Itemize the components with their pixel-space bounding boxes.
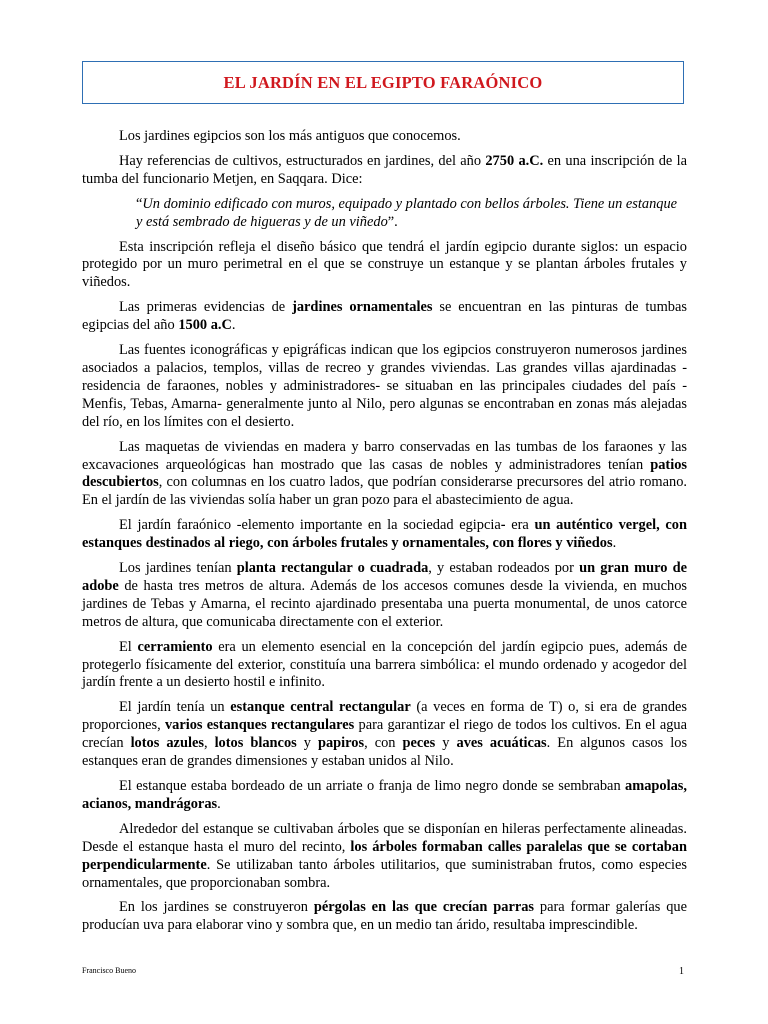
- paragraph-7: [82, 439, 687, 511]
- text-run: en una inscripción de la tumba del funcionario Metjen, en Saqqara. Dice:: [82, 152, 688, 187]
- paragraph-14: [82, 899, 687, 935]
- text-run: Esta inscripción refleja el diseño básico que tendrá el jardín egipcio durante siglos: un espacio protegido por un muro perimetral en el que se construye un estanque y se plantan árboles frutales y viñedos.: [82, 238, 687, 291]
- paragraph-8: [82, 517, 687, 553]
- bold-run: 1500 a.C: [178, 317, 232, 334]
- text-run: y: [435, 735, 457, 752]
- text-run: . Se utilizaban tanto árboles utilitarios, que suministraban frutos, como especies ornamentales, que proporcionaban sombra.: [82, 856, 687, 891]
- text-run: .: [612, 535, 617, 552]
- paragraph-2: [82, 153, 687, 189]
- text-run: . En algunos casos los estanques eran de grandes dimensiones y estaban unidos al Nilo.: [82, 735, 688, 770]
- text-run: se encuentran en las pinturas de tumbas egipcias del año: [82, 299, 687, 334]
- text-run: Los jardines tenían: [119, 560, 237, 577]
- bold-run: 2750 a.C.: [485, 152, 544, 169]
- text-run: , y estaban rodeados por: [428, 560, 580, 577]
- paragraph-12: [82, 778, 687, 814]
- text-run: (a veces en forma de T) o, si era de grandes proporciones,: [82, 699, 688, 734]
- text-run: ”.: [387, 213, 398, 230]
- text-run: para garantizar el riego de todos los cultivos. En el agua crecían: [82, 717, 688, 752]
- bold-run: los árboles formaban calles paralelas que se cortaban perpendicularmente: [82, 838, 688, 873]
- text-run: Hay referencias de cultivos, estructurados en jardines, del año: [119, 152, 486, 169]
- bold-run: aves acuáticas: [456, 735, 547, 752]
- bold-run: lotos azules: [130, 735, 204, 752]
- bold-run: estanque central rectangular: [230, 699, 411, 716]
- text-run: y: [296, 735, 318, 752]
- document-body: [82, 128, 687, 942]
- paragraph-11: [82, 699, 687, 771]
- text-run: “: [136, 195, 143, 212]
- bold-run: planta rectangular o cuadrada: [236, 560, 429, 577]
- text-run: El jardín tenía un: [119, 699, 231, 716]
- bold-run: cerramiento: [137, 638, 213, 655]
- text-run: El jardín faraónico -elemento importante en la sociedad egipcia: [119, 517, 501, 534]
- text-run: .: [231, 317, 236, 334]
- quote-paragraph: [82, 196, 687, 232]
- bold-run: papiros: [317, 735, 365, 752]
- paragraph-4: [82, 239, 687, 293]
- title-box: [82, 61, 684, 104]
- bold-run: amapolas, acianos, mandrágoras: [82, 778, 687, 812]
- bold-run: un auténtico vergel, con estanques destinados al riego, con árboles frutales y ornamentales, con flores y viñedos: [82, 517, 687, 552]
- bold-run: lotos blancos: [214, 735, 297, 752]
- footer-page-number: 1: [679, 966, 684, 977]
- paragraph-5: [82, 299, 687, 335]
- text-run: , con columnas en los cuatro lados, que podrían considerarse precursores del atrio romano. En el jardín de las viviendas solía haber un gran pozo para el abastecimiento de agua.: [82, 474, 687, 509]
- text-run: Alrededor del estanque se cultivaban árboles que se disponían en hileras perfectamente alineadas. Desde el estanque hasta el muro del recinto,: [82, 820, 687, 855]
- text-run: .: [217, 795, 221, 812]
- paragraph-10: [82, 639, 687, 693]
- text-run: Los jardines egipcios son los más antiguos que conocemos.: [119, 128, 461, 144]
- bold-run: un gran muro de adobe: [82, 560, 687, 594]
- paragraph-13: [82, 821, 687, 893]
- paragraph-9: [82, 560, 687, 632]
- text-run: En los jardines se construyeron: [119, 899, 314, 916]
- text-run: era: [505, 517, 535, 534]
- bold-run: peces: [402, 735, 436, 752]
- text-run: de hasta tres metros de altura. Además de los accesos comunes desde la vivienda, en muchos jardines de Tebas y Amarna, el recinto ajardinado presentaba una puerta monumental, de unos catorce metros de altura, que comunicaba directamente con el exterior.: [82, 577, 687, 630]
- text-run: para formar galerías que producían uva para elaborar vino y sombra que, en un medio tan árido, resultaba imprescindible.: [82, 899, 687, 934]
- text-run: , con: [364, 735, 403, 752]
- bold-run: jardines ornamentales: [292, 299, 433, 316]
- footer-author: Francisco Bueno: [82, 966, 136, 975]
- text-run: El: [119, 638, 138, 655]
- italic-run: Un dominio edificado con muros, equipado y plantado con bellos árboles. Tiene un estanque y está sembrado de higueras y de un viñedo: [136, 195, 678, 230]
- text-run: Las maquetas de viviendas en madera y barro conservadas en las tumbas de los faraones y las excavaciones arqueológicas han mostrado que las casas de nobles y administradores tenían: [82, 438, 687, 473]
- paragraph-6: [82, 342, 687, 432]
- text-run: ,: [203, 735, 215, 752]
- text-run: Las fuentes iconográficas y epigráficas indican que los egipcios construyeron numerosos jardines asociados a palacios, templos, villas de recreo y grandes viviendas. Las grandes villas ajardinadas -residencia de faraones, nobles y administradores- se situaban en las principales ciudades del país -Menfis, Tebas, Amarna- generalmente junto al Nilo, pero algunas se encontraban en zonas más alejadas del río, en los límites con el desierto.: [82, 342, 687, 430]
- text-run: El estanque estaba bordeado de un arriate o franja de limo negro donde se sembraban: [119, 778, 626, 794]
- text-run: era un elemento esencial en la concepción del jardín egipcio pues, además de protegerlo físicamente del exterior, constituía una barrera simbólica: el mundo ordenado y acogedor del jardín frente a un desierto hostil e infinito.: [82, 638, 688, 691]
- text-run: Las primeras evidencias de: [119, 299, 293, 316]
- bold-run: patios descubiertos: [82, 456, 687, 491]
- paragraph-1: [82, 128, 687, 146]
- page-title: EL JARDÍN EN EL EGIPTO FARAÓNICO: [223, 72, 543, 92]
- bold-run: pérgolas en las que crecían parras: [313, 899, 535, 916]
- bold-run: -: [500, 517, 506, 534]
- bold-run: varios estanques rectangulares: [164, 717, 355, 734]
